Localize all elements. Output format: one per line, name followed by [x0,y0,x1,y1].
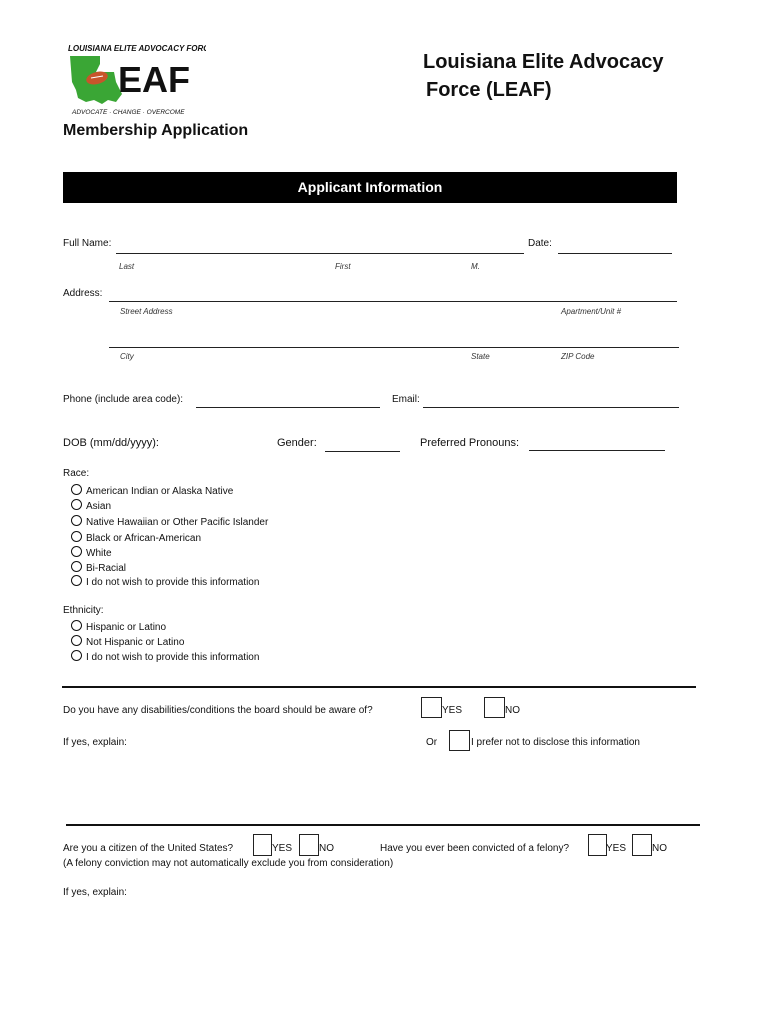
radio-icon[interactable] [71,546,82,557]
felony-no-checkbox[interactable] [632,834,652,856]
ethnicity-option[interactable]: I do not wish to provide this information [71,650,259,665]
email-field[interactable] [423,407,679,408]
city-state-zip-field[interactable] [109,347,679,348]
race-option[interactable]: Native Hawaiian or Other Pacific Islander [71,515,268,530]
citizen-no-label: NO [319,843,334,854]
race-option[interactable]: Bi-Racial [71,561,126,576]
full-name-field[interactable] [116,253,524,254]
last-name-hint: Last [119,262,135,271]
citizen-yes-label: YES [272,843,293,854]
radio-icon[interactable] [71,620,82,631]
section-divider [66,824,700,826]
race-option[interactable]: White [71,546,112,561]
logo-top-text: LOUISIANA ELITE ADVOCACY FORCE [68,44,206,53]
radio-icon[interactable] [71,499,82,510]
disability-no-checkbox[interactable] [484,697,505,718]
radio-icon[interactable] [71,515,82,526]
gender-label: Gender: [277,437,317,449]
leaf-logo [66,42,206,120]
section-divider [62,686,696,688]
disability-question: Do you have any disabilities/conditions the board should be aware of? [63,705,373,716]
apartment-hint: Apartment/Unit # [561,307,622,316]
felony-note: (A felony conviction may not automatically exclude you from consideration) [63,858,394,869]
ethnicity-option[interactable]: Hispanic or Latino [71,620,166,635]
race-label: Race: [63,468,90,479]
date-field[interactable] [558,253,672,254]
race-option[interactable]: Asian [71,499,111,514]
radio-icon[interactable] [71,484,82,495]
citizen-question: Are you a citizen of the United States? [63,843,234,854]
form-title: Membership Application [63,122,249,139]
city-hint: City [120,352,134,361]
email-label: Email: [392,394,420,405]
or-label: Or [426,737,438,748]
disability-explain-label: If yes, explain: [63,737,127,748]
disability-yes-label: YES [442,705,463,716]
felony-yes-label: YES [606,843,627,854]
radio-icon[interactable] [71,531,82,542]
gender-field[interactable] [325,451,400,452]
felony-question: Have you ever been convicted of a felony? [380,843,570,854]
radio-icon[interactable] [71,635,82,646]
citizen-yes-checkbox[interactable] [253,834,272,856]
race-option[interactable]: I do not wish to provide this information [71,575,259,590]
pronouns-label: Preferred Pronouns: [420,437,520,449]
logo-tagline: ADVOCATE · CHANGE · OVERCOME [72,109,185,116]
full-name-label: Full Name: [63,238,112,249]
state-hint: State [471,352,490,361]
org-title-line2: Force (LEAF) [426,79,552,101]
louisiana-state-logo-graphic [66,42,206,120]
citizen-no-checkbox[interactable] [299,834,319,856]
middle-initial-hint: M. [471,262,480,271]
ethnicity-option[interactable]: Not Hispanic or Latino [71,635,184,650]
date-label: Date: [528,238,552,249]
felony-explain-label: If yes, explain: [63,887,127,898]
pronouns-field[interactable] [529,450,665,451]
phone-label: Phone (include area code): [63,394,184,405]
dob-label: DOB (mm/dd/yyyy): [63,437,159,449]
prefer-not-label: I prefer not to disclose this information [471,737,640,748]
radio-icon[interactable] [71,561,82,572]
address-label: Address: [63,288,103,299]
race-option[interactable]: Black or African-American [71,531,201,546]
first-name-hint: First [335,262,351,271]
felony-no-label: NO [652,843,667,854]
radio-icon[interactable] [71,650,82,661]
zip-hint: ZIP Code [561,352,595,361]
phone-field[interactable] [196,407,380,408]
race-option[interactable]: American Indian or Alaska Native [71,484,233,499]
prefer-not-checkbox[interactable] [449,730,470,751]
logo-letters: EAF [118,59,190,100]
org-title-line1: Louisiana Elite Advocacy [423,51,664,73]
felony-yes-checkbox[interactable] [588,834,607,856]
street-address-hint: Street Address [120,307,173,316]
ethnicity-label: Ethnicity: [63,605,104,616]
disability-yes-checkbox[interactable] [421,697,442,718]
section-banner: Applicant Information [63,172,677,203]
radio-icon[interactable] [71,575,82,586]
street-address-field[interactable] [109,301,677,302]
disability-no-label: NO [505,705,520,716]
